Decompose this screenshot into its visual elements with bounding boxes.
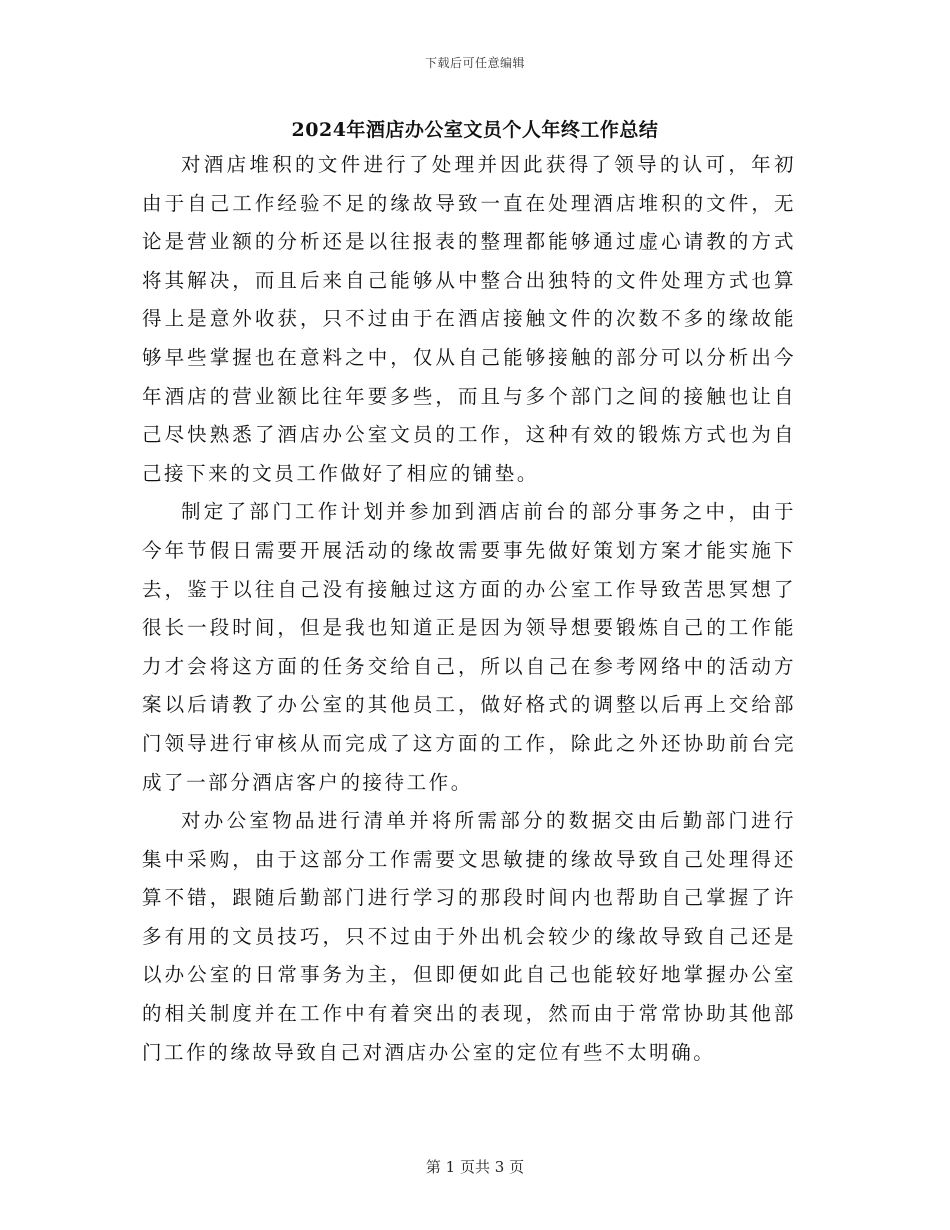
- document-body: [142, 146, 796, 1072]
- page-number: 第 1 页共 3 页: [425, 1158, 525, 1176]
- paragraph-1: 对酒店堆积的文件进行了处理并因此获得了领导的认可，年初由于自己工作经验不足的缘故导致一直在处理酒店堆积的文件，无论是营业额的分析还是以往报表的整理都能够通过虚心请教的方式将其解决，而且后来自己能够从中整合出独特的文件处理方式也算得上是意外收获，只不过由于在酒店接触文件的次数不多的缘故能够早些掌握也在意料之中，仅从自己能够接触的部分可以分析出今年酒店的营业额比往年要多些，而且与多个部门之间的接触也让自己尽快熟悉了酒店办公室文员的工作，这种有效的锻炼方式也为自己接下来的文员工作做好了相应的铺垫。: [142, 153, 796, 485]
- header-note: 下载后可任意编辑: [424, 56, 525, 70]
- paragraph-2: 制定了部门工作计划并参加到酒店前台的部分事务之中，由于今年节假日需要开展活动的缘故需要事先做好策划方案才能实施下去，鉴于以往自己没有接触过这方面的办公室工作导致苦思冥想了很长一段时间，但是我也知道正是因为领导想要锻炼自己的工作能力才会将这方面的任务交给自己，所以自己在参考网络中的活动方案以后请教了办公室的其他员工，做好格式的调整以后再上交给部门领导进行审核从而完成了这方面的工作，除此之外还协助前台完成了一部分酒店客户的接待工作。: [142, 500, 796, 794]
- paragraph-3: 对办公室物品进行清单并将所需部分的数据交由后勤部门进行集中采购，由于这部分工作需要文思敏捷的缘故导致自己处理得还算不错，跟随后勤部门进行学习的那段时间内也帮助自己掌握了许多有用的文员技巧，只不过由于外出机会较少的缘故导致自己还是以办公室的日常事务为主，但即便如此自己也能较好地掌握办公室的相关制度并在工作中有着突出的表现，然而由于常常协助其他部门工作的缘故导致自己对酒店办公室的定位有些不太明确。: [142, 809, 796, 1064]
- document-title: 2024年酒店办公室文员个人年终工作总结: [291, 119, 659, 141]
